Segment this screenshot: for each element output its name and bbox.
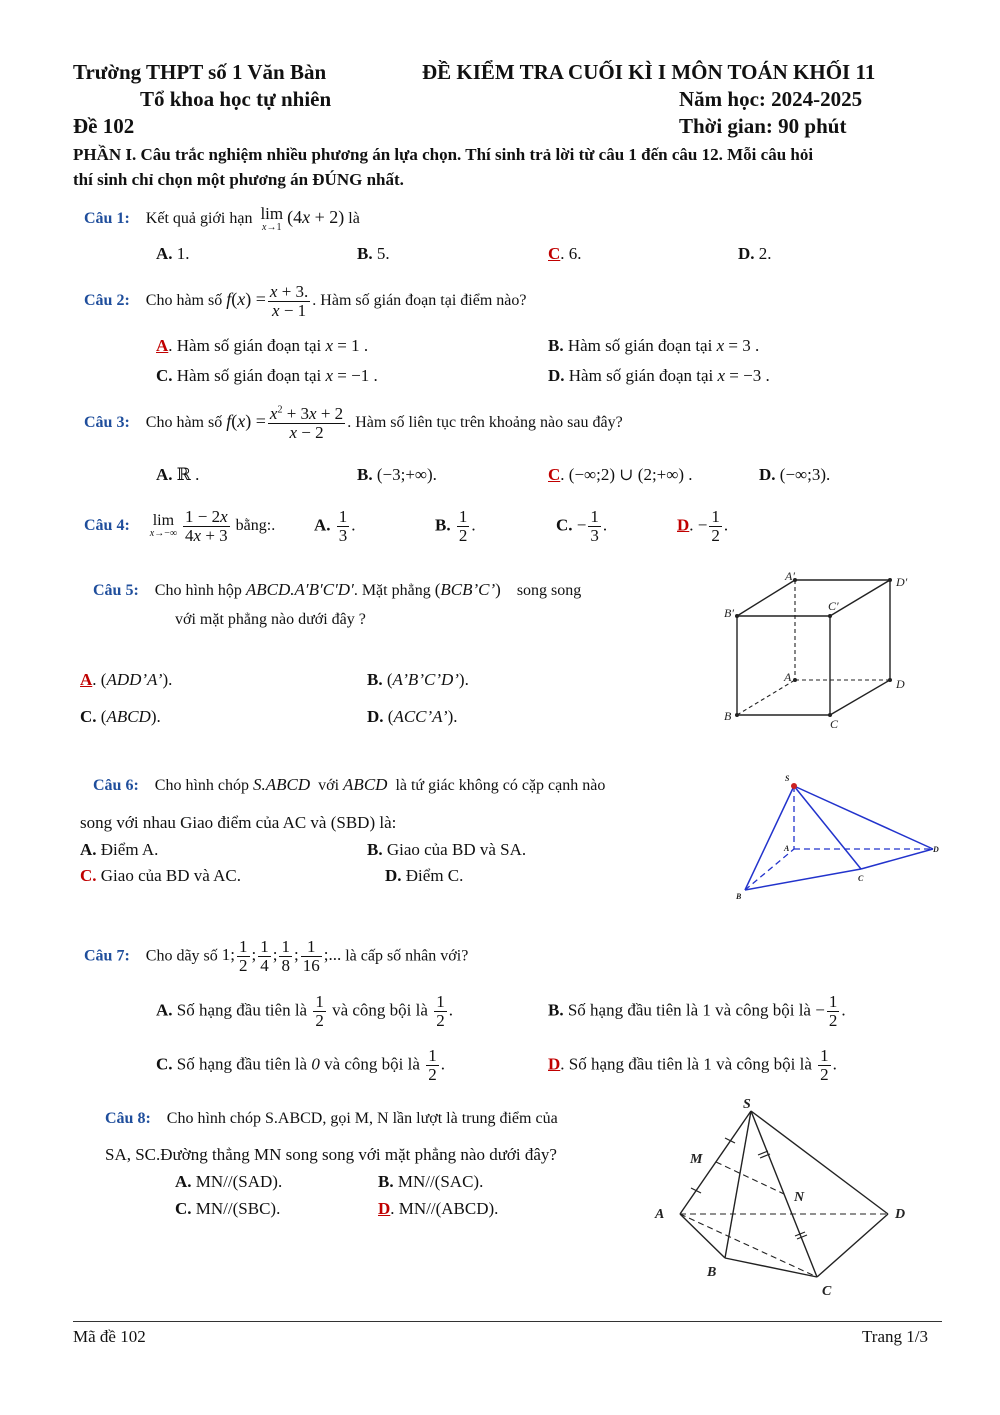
svg-text:C: C [858,874,864,883]
q6-option-b[interactable]: B. Giao của BD và SA. [367,840,527,859]
svg-text:A: A [784,670,792,684]
q4-option-c[interactable]: C. − $\frac{1}{3}$ . [556,507,608,545]
q8-option-d[interactable]: D. MN//(ABCD). [378,1199,499,1218]
svg-text:C′: C′ [828,599,839,613]
footer-code: Mã đề 102 [73,1327,146,1346]
q2-option-b[interactable]: B. Hàm số gián đoạn tại x = 3 . [548,336,760,355]
svg-text:A: A [655,1207,665,1222]
q3-option-b[interactable]: B. (−3;+∞). [357,465,437,484]
question-text: Kết quả giới hạn [145,209,253,227]
question-6: Câu 6: Cho hình chóp S.ABCD với ABCD là tứ giác không có cặp cạnh nào [93,775,606,794]
svg-text:B: B [707,1265,717,1280]
q7-option-b[interactable]: B. Số hạng đầu tiên là 1 và công bội là − $\frac{1}{2}$ . [548,992,846,1030]
svg-text:D′: D′ [896,575,908,589]
part1-instruction-1: PHẦN I. Câu trắc nghiệm nhiều phương án lựa chọn. Thí sinh trả lời từ câu 1 đến câu 12. Mỗi câu hỏi [73,145,814,164]
q8-option-a[interactable]: A. MN//(SAD). [175,1172,283,1191]
svg-text:S: S [785,774,790,783]
q8-option-c[interactable]: C. MN//(SBC). [175,1199,281,1218]
pyramid-figure-q6 [728,772,950,904]
q7-option-d[interactable]: D. Số hạng đầu tiên là 1 và công bội là $\frac{1}{2}$ . [548,1046,837,1084]
q8-option-b[interactable]: B. MN//(SAC). [378,1172,484,1191]
q2-option-d[interactable]: D. Hàm số gián đoạn tại x = −3 . [548,366,770,385]
q5-option-a[interactable]: A. (ADD’A’). [80,670,173,689]
question-5-line-2: với mặt phẳng nào dưới đây ? [175,611,366,628]
q5-option-d[interactable]: D. (ACC’A’). [367,707,458,726]
question-6-line-2: song với nhau Giao điểm của AC và (SBD) là: [80,813,397,832]
question-4: Câu 4: lim x→−∞ $\frac{1 - 2x}{4x + 3}$ bằng:. [84,507,276,545]
q7-option-c[interactable]: C. Số hạng đầu tiên là 0 và công bội là $\frac{1}{2}$ . [156,1046,445,1084]
q3-option-c[interactable]: C. (−∞;2) ∪ (2;+∞) . [548,465,693,484]
svg-text:B: B [736,892,742,901]
school-name: Trường THPT số 1 Văn Bàn [73,60,327,84]
q4-option-b[interactable]: B. $\frac{1}{2}$ . [435,507,476,545]
q3-option-d[interactable]: D. (−∞;3). [759,465,831,484]
question-text-tail: là [348,209,360,227]
q6-option-a[interactable]: A. Điểm A. [80,840,159,859]
question-1: Câu 1: Kết quả giới hạn lim x→1 (4x + 2) là [84,204,360,233]
question-8: Câu 8: Cho hình chóp S.ABCD, gọi M, N lần lượt là trung điểm của [105,1110,558,1127]
q1-option-d[interactable]: D. 2. [738,244,772,263]
q1-option-c[interactable]: C. 6. [548,244,582,263]
svg-text:S: S [743,1097,751,1112]
q1-option-b[interactable]: B. 5. [357,244,390,263]
svg-text:B′: B′ [724,606,734,620]
footer-divider [73,1321,942,1322]
question-8-line-2: SA, SC.Đường thẳng MN song song với mặt phẳng nào dưới đây? [105,1145,557,1164]
department: Tổ khoa học tự nhiên [140,87,332,111]
q5-option-b[interactable]: B. (A’B’C’D’). [367,670,469,689]
exam-time: Thời gian: 90 phút [679,114,847,138]
box-figure [720,568,920,733]
q4-option-a[interactable]: A. $\frac{1}{3}$ . [314,507,356,545]
q4-option-d[interactable]: D. − $\frac{1}{2}$ . [677,507,729,545]
question-7: Câu 7: Cho dãy số 1; $\frac{1}{2}$ ; $\frac{1}{4}$ ; $\frac{1}{8}$ ; $\frac{1}{16}$ ;... là cấp số nhân với? [84,937,469,975]
svg-text:M: M [690,1152,703,1167]
q6-option-c[interactable]: C. Giao của BD và AC. [80,866,242,885]
q3-option-a[interactable]: A. ℝ . [156,465,200,484]
question-5: Câu 5: Cho hình hộp ABCD.A′B′C′D′. Mặt phẳng (BCB’C’) song song [93,580,582,599]
page-number: Trang 1/3 [862,1327,928,1346]
exam-title: ĐỀ KIỂM TRA CUỐI KÌ I MÔN TOÁN KHỐI 11 [422,60,876,84]
part1-instruction-2: thí sinh chỉ chọn một phương án ĐÚNG nhất. [73,170,404,189]
question-2: Câu 2: Cho hàm số f(x) = $\frac{x + 3.}{x - 1}$ . Hàm số gián đoạn tại điểm nào? [84,282,527,320]
svg-text:D: D [896,677,905,691]
q2-option-a[interactable]: A. Hàm số gián đoạn tại x = 1 . [156,336,369,355]
question-3: Câu 3: Cho hàm số f(x) = $\frac{x^2 + 3x + 2}{x - 2}$ . Hàm số liên tục trên khoảng nào sau đây? [84,404,623,442]
svg-text:A: A [784,844,790,853]
school-year: Năm học: 2024-2025 [679,87,863,111]
svg-text:C: C [830,717,839,731]
q7-option-a[interactable]: A. Số hạng đầu tiên là $\frac{1}{2}$ và công bội là $\frac{1}{2}$ . [156,992,453,1030]
svg-text:D: D [933,845,939,854]
q6-option-d[interactable]: D. Điểm C. [385,866,464,885]
svg-text:B: B [724,709,732,723]
svg-text:C: C [822,1284,832,1299]
question-label: Câu 1: [84,209,130,227]
q1-option-a[interactable]: A. 1. [156,244,190,263]
svg-text:D: D [895,1207,906,1222]
pyramid-figure-q8 [650,1093,920,1305]
exam-code: Đề 102 [73,114,135,138]
q2-option-c[interactable]: C. Hàm số gián đoạn tại x = −1 . [156,366,378,385]
svg-text:A′: A′ [785,569,795,583]
svg-text:N: N [794,1190,805,1205]
q5-option-c[interactable]: C. (ABCD). [80,707,161,726]
